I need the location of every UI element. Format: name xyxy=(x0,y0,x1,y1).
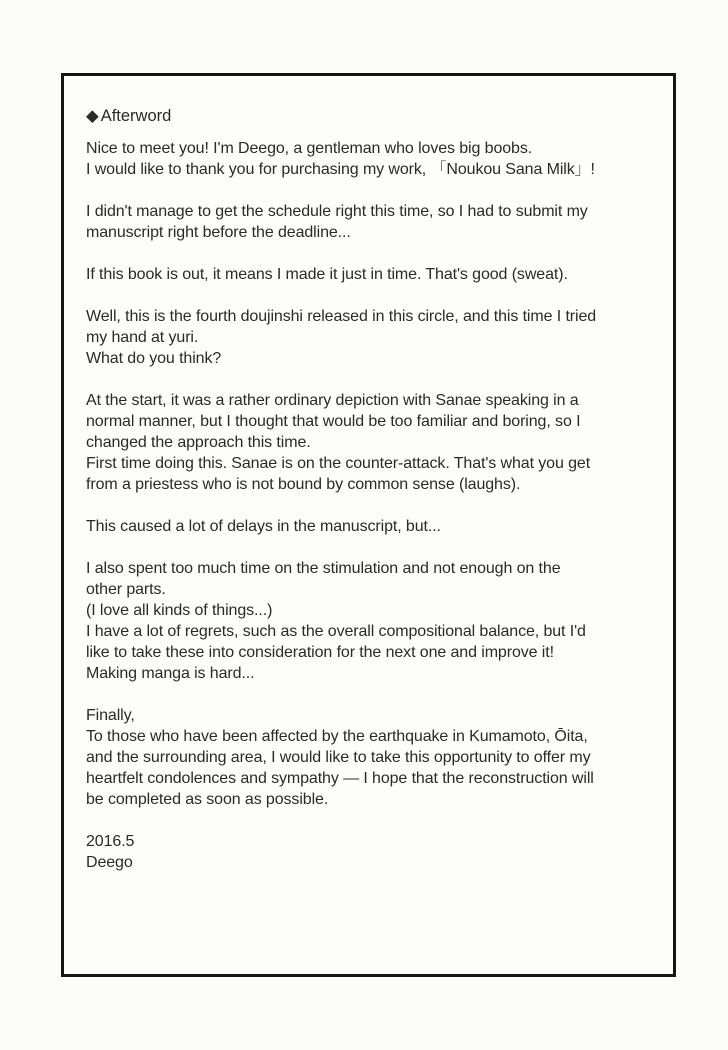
afterword-page-frame xyxy=(61,73,676,977)
text-line: To those who have been affected by the earthquake in Kumamoto, Ōita, xyxy=(86,728,588,745)
text-line: I didn't manage to get the schedule right this time, so I had to submit my xyxy=(86,203,588,220)
text-line: from a priestess who is not bound by common sense (laughs). xyxy=(86,476,521,493)
text-line: Finally, xyxy=(86,707,135,724)
paragraph-delays xyxy=(86,516,663,537)
page-title-text: Afterword xyxy=(100,107,172,125)
text-line: like to take these into consideration for the next one and improve it! xyxy=(86,644,554,661)
text-line: normal manner, but I thought that would be too familiar and boring, so I xyxy=(86,413,581,430)
page-title xyxy=(86,106,663,127)
text-line: my hand at yuri. xyxy=(86,329,199,346)
text-line: I also spent too much time on the stimulation and not enough on the xyxy=(86,560,561,577)
text-line: First time doing this. Sanae is on the counter-attack. That's what you get xyxy=(86,455,591,472)
text-line: manuscript right before the deadline... xyxy=(86,224,351,241)
paragraph-schedule xyxy=(86,201,663,243)
text-line: I have a lot of regrets, such as the overall compositional balance, but I'd xyxy=(86,623,586,640)
text-line: Well, this is the fourth doujinshi released in this circle, and this time I tried xyxy=(86,308,597,325)
text-line: What do you think? xyxy=(86,350,222,367)
text-line: (I love all kinds of things...) xyxy=(86,602,273,619)
paragraph-greeting xyxy=(86,138,663,180)
text-line: be completed as soon as possible. xyxy=(86,791,329,808)
paragraph-deadline xyxy=(86,264,663,285)
signature-author: Deego xyxy=(86,854,133,871)
signature-date: 2016.5 xyxy=(86,833,135,850)
paragraph-condolences xyxy=(86,705,663,810)
text-line: other parts. xyxy=(86,581,166,598)
afterword-content xyxy=(64,76,673,873)
text-line: I would like to thank you for purchasing my work, 「Noukou Sana Milk」! xyxy=(86,161,595,178)
text-line: Nice to meet you! I'm Deego, a gentleman who loves big boobs. xyxy=(86,140,533,157)
paragraph-approach xyxy=(86,390,663,495)
paragraph-regrets xyxy=(86,558,663,684)
paragraph-fourth-doujinshi xyxy=(86,306,663,369)
text-line: At the start, it was a rather ordinary depiction with Sanae speaking in a xyxy=(86,392,579,409)
text-line: changed the approach this time. xyxy=(86,434,311,451)
text-line: This caused a lot of delays in the manuscript, but... xyxy=(86,518,441,535)
signature-block xyxy=(86,831,663,873)
diamond-bullet-icon: ◆ xyxy=(86,107,99,125)
text-line: Making manga is hard... xyxy=(86,665,255,682)
text-line: and the surrounding area, I would like to take this opportunity to offer my xyxy=(86,749,591,766)
text-line: heartfelt condolences and sympathy — I hope that the reconstruction will xyxy=(86,770,594,787)
text-line: If this book is out, it means I made it just in time. That's good (sweat). xyxy=(86,266,568,283)
